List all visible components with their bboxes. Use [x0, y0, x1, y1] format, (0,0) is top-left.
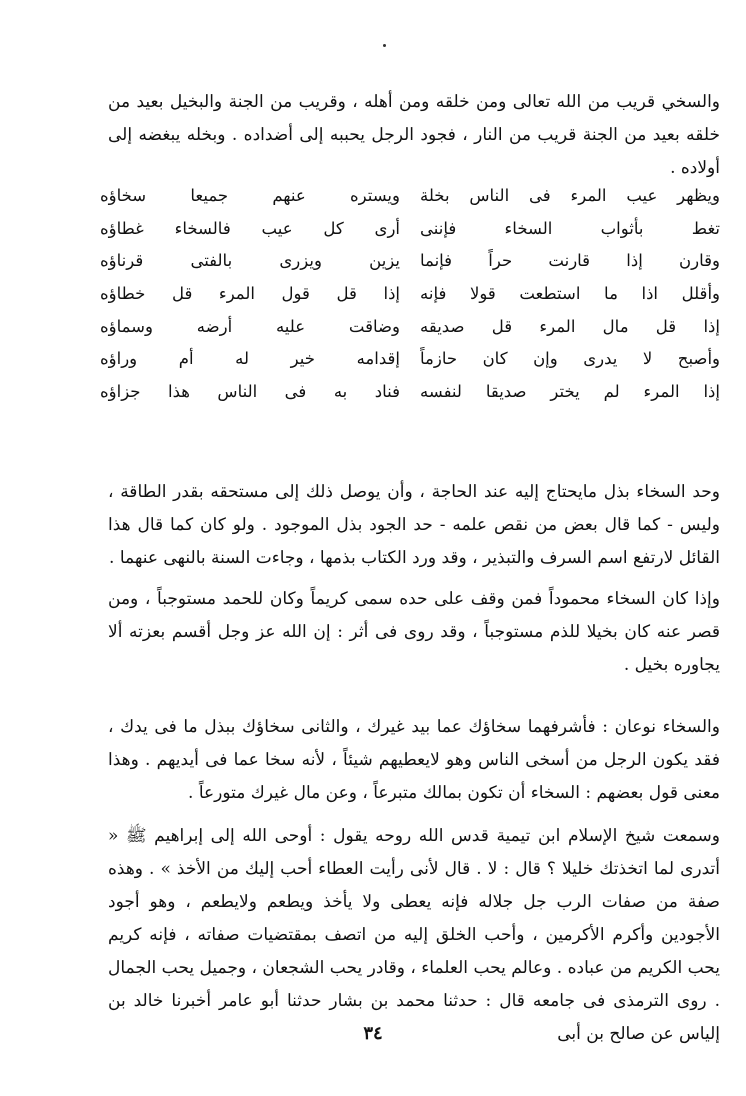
verse-2-second-hemistich: أرى كل عيب فالسخاء غطاؤه — [100, 218, 400, 238]
poem-verse-7 — [100, 376, 720, 409]
paragraph-3: وإذا كان السخاء محموداً فمن وقف على حده سمى كريماً وكان للحمد مستوجباً ، ومن قصر عنه كان بخيلا للذم مستوجباً ، وقد روى فى أثر : إن الله عز وجل أقسم بعزته ألا يجاوره بخيل . — [108, 589, 720, 675]
verse-4-first-hemistich: وأقلل اذا ما استطعت قولا فإنه — [420, 284, 720, 304]
paragraph-1: والسخي قريب من الله تعالى ومن خلقه ومن أهله ، وقريب من الجنة والبخيل بعيد من خلقه بعيد من الجنة قريب من النار ، فجود الرجل يحببه إلى أضداده . وبخله يبغضه إلى أولاده . — [108, 92, 720, 178]
verse-7-first-hemistich: إذا المرء لم يختر صديقا لنفسه — [420, 382, 720, 402]
verse-6-second-hemistich: إقدامه خير له أم وراؤه — [100, 349, 400, 369]
poem-verse-6 — [100, 343, 720, 376]
verse-5-first-hemistich: إذا قل مال المرء قل صديقه — [420, 316, 720, 336]
verse-2-first-hemistich: تغط بأثواب السخاء فإننى — [420, 218, 720, 238]
poem — [100, 180, 720, 409]
poem-verse-1 — [100, 180, 720, 213]
verse-1-second-hemistich: ويستره عنهم جميعا سخاؤه — [100, 186, 400, 205]
verse-1-first-hemistich: ويظهر عيب المرء فى الناس بخلة — [420, 186, 720, 205]
verse-5-second-hemistich: وضاقت عليه أرضه وسماؤه — [100, 316, 400, 336]
poem-verse-4 — [100, 278, 720, 311]
verse-7-second-hemistich: فناد به فى الناس هذا جزاؤه — [100, 382, 400, 402]
verse-3-second-hemistich: يزين ويزرى بالفتى قرناؤه — [100, 251, 400, 271]
paragraph-4: والسخاء نوعان : فأشرفهما سخاؤك عما بيد غيرك ، والثانى سخاؤك ببذل ما فى يدك ، فقد يكون الرجل من أسخى الناس وهو لايعطيهم شيئاً ، لأنه سخا عما فى أيديهم . وهذا معنى قول بعضهم : السخاء أن تكون بمالك متبرعاً ، وعن مال غيرك متورعاً . — [108, 717, 720, 803]
poem-verse-3 — [100, 245, 720, 278]
verse-3-first-hemistich: وقارن إذا قارنت حراً فإنما — [420, 251, 720, 271]
paragraph-2: وحد السخاء بذل مايحتاج إليه عند الحاجة ، وأن يوصل ذلك إلى مستحقه بقدر الطاقة ، وليس - كما قال بعض من نقص علمه - حد الجود بذل الموجود . ولو كان كما قال هذا القائل لارتفع اسم السرف والتبذير ، وقد ورد الكتاب بذمها ، وجاءت السنة بالنهى عنهما . — [108, 482, 720, 568]
verse-6-first-hemistich: وأصبح لا يدرى وإن كان حازماً — [420, 349, 720, 369]
verse-4-second-hemistich: إذا قل قول المرء قل خطاؤه — [100, 284, 400, 304]
top-mark — [383, 44, 386, 47]
page-number: ٣٤ — [363, 1023, 383, 1044]
poem-verse-5 — [100, 311, 720, 344]
poem-verse-2 — [100, 213, 720, 246]
paragraph-5: وسمعت شيخ الإسلام ابن تيمية قدس الله روحه يقول : أوحى الله إلى إبراهيم ﷺ « أتدرى لما اتخذتك خليلا ؟ قال : لا . قال لأنى رأيت العطاء أحب إليك من الأخذ » . وهذه صفة من صفات الرب جل جلاله فإنه يعطى ولا يأخذ ويطعم ولايطعم ، وهو أجود الأجودين وأكرم الأكرمين ، وأحب الخلق إليه من اتصف بمقتضيات صفاته ، فإنه كريم يحب الكريم من عباده . وعالم يحب العلماء ، وقادر يحب الشجعان ، وجميل يحب الجمال . روى الترمذى فى جامعه قال : حدثنا محمد بن بشار حدثنا أبو عامر أخبرنا خالد بن إلياس عن صالح بن أبى — [108, 826, 720, 1044]
